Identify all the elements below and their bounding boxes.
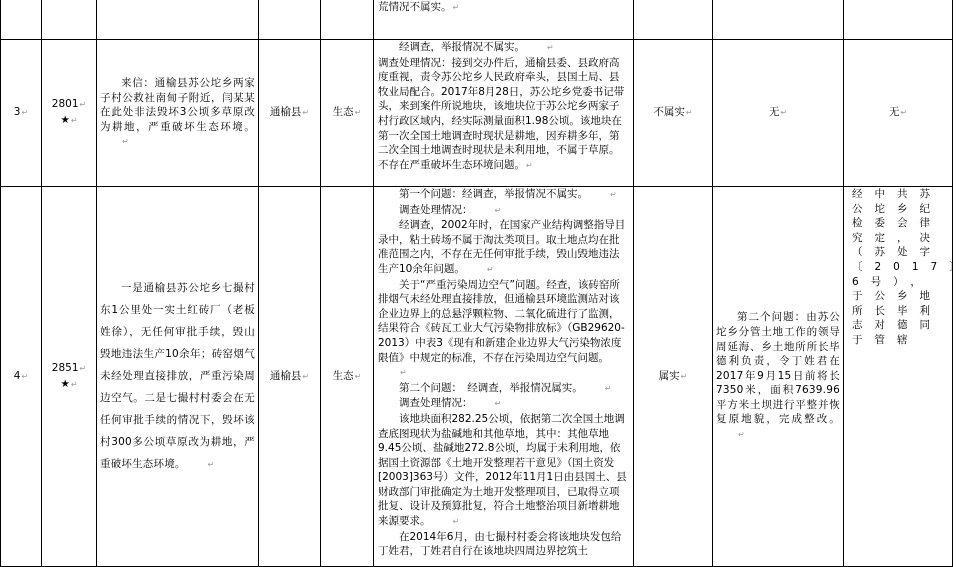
cell-complaint: 一是通榆县苏公坨乡七撮村东1公里处一实土红砖厂（老板姓徐），无任何审批手续，毁山毁地违法生产10余年；砖窑烟气未经处理直接排放，严重污染周边空气。二是七撮村村委会在无任何审批手续的情况下，毁坏该村300多公顷草原改为耕地，严重破坏生态环境。 ↵: [97, 187, 259, 567]
cell-category: [321, 0, 374, 40]
cell-rectification: 无↵: [713, 40, 844, 187]
cell-category: 生态↵: [321, 187, 374, 567]
cell-complaint: [97, 0, 259, 40]
cell-index: 3↵: [1, 40, 42, 187]
cell-verdict: 不属实↵: [634, 40, 713, 187]
cell-processing: 第一个问题：经调查，举报情况不属实。 ↵ 调查处理情况： ↵ 经调查，2002年时，在国家产业结构调整指导目录中，粘土砖场不属于淘汰类项目。取土地点均在批准范围之内，不存在无任何审批手续，毁山毁地违法生产10余年问题。 ↵ 关于“严重污染周边空气”问题。经查，该砖窑所排烟气未经处理直接排放，但通榆县环境监测站对该企业边界上的总悬浮颗粒物、二氧化硫进行了监测，结果符合《砖瓦工业大气污染物排放标》（GB29620-2013）中表3《现有和新建企业边界大气污染物浓度限值》中规定的标准，不存在污染周边空气问题。↵ 第二个问题： 经调查，举报情况属实。 ↵ 调查处理情况： ↵ 该地块面积282.25公顷，依据第二次全国土地调查底图现状为盐碱地和其他草地，其中：其他草地9.45公顷、盐碱地272.8公顷，均属于未利用地，依据国土资源部《土地开发整理若干意见》（国土资发[2003]363号）文件，2012年11月1日由县国土、县财政部门审批确定为土地开发整理项目，已取得立项批复、设计及预算批复，符合土地整治项目新增耕地来源要求。 ↵ 在2014年6月，由七撮村村委会将该地块发包给丁姓君，丁姓君自行在该地块四周边界挖筑土: [374, 187, 634, 567]
cell-code: [42, 0, 97, 40]
table-row: [1, 40, 953, 187]
cell-accountability: 无↵: [844, 40, 953, 187]
cell-complaint: 来信：通榆县苏公坨乡两家子村公救社南甸子附近，闫某某在此处非法毁坏3公顷多草原改为耕地，严重破坏生态环境。↵: [97, 40, 259, 187]
cell-county: 通榆县↵: [259, 40, 321, 187]
cell-accountability: 经中共苏公坨乡纪检委会律究定，决（苏处字〔2017〕6号），于公乡地所长毕利志对德同于管辖: [844, 187, 953, 567]
cell-accountability: [844, 0, 953, 40]
cell-county: 通榆县↵: [259, 187, 321, 567]
cell-code: 2801↵ ★↵: [42, 40, 97, 187]
cell-index: 4↵: [1, 187, 42, 567]
table-row-partial: [1, 0, 953, 40]
cell-code: 2851↵ ★↵: [42, 187, 97, 567]
cell-county: [259, 0, 321, 40]
cell-verdict: [634, 0, 713, 40]
cell-category: 生态↵: [321, 40, 374, 187]
cell-index: [1, 0, 42, 40]
cell-rectification: [713, 0, 844, 40]
cell-processing: 荒情况不属实。↵: [374, 0, 634, 40]
cell-rectification: 第二个问题：由苏公坨乡分管土地工作的领导周延海、乡土地所所长毕德利负责，令丁姓君在2017年9月15日前将长7350米，面积7639.96平方米土坝进行平整并恢复原地貌，完成整改。↵: [713, 187, 844, 567]
cell-processing: 经调查，举报情况不属实。 ↵ 调查处理情况：接到交办件后，通榆县委、县政府高度重视，责令苏公坨乡人民政府牵头，县国土局、县牧业局配合。2017年8月28日，苏公坨乡党委书记带头，来到案件所说地块，该地块位于苏公坨乡两家子村行政区域内，经实际测量面积1.98公顷。该地块在第一次全国土地调查时现状是耕地，因弃耕多年，第二次全国土地调查时现状是未利用地，不属于草原。不存在严重破坏生态环境问题。↵: [374, 40, 634, 187]
table-row: [1, 187, 953, 567]
cell-verdict: 属实↵: [634, 187, 713, 567]
